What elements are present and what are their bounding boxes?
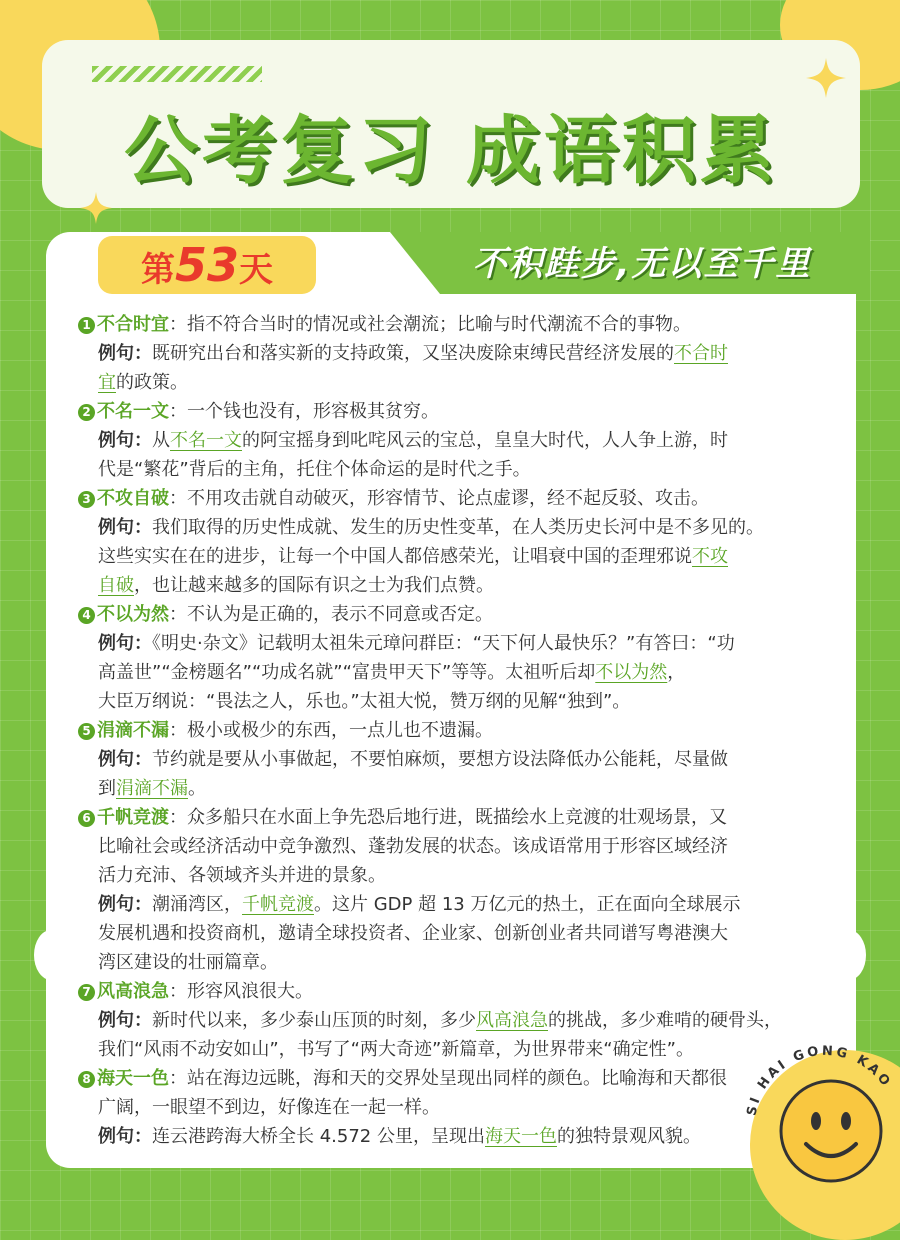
- example-text: 高盖世”“金榜题名”“功成名就”“富贵甲天下”等等。太祖听后却: [98, 662, 596, 683]
- day-prefix: 第: [140, 250, 175, 290]
- example-label: 例句：: [98, 430, 152, 451]
- idiom-definition: ：不认为是正确的，表示不同意或否定。: [169, 604, 493, 625]
- example-label: 例句：: [98, 343, 152, 364]
- number-badge: 7: [78, 984, 95, 1001]
- number-badge: 8: [78, 1071, 95, 1088]
- example-label: 例句：: [98, 633, 152, 654]
- page-title: 公考复习 成语积累: [124, 108, 778, 194]
- idiom-definition: ：众多船只在水面上争先恐后地行进，既描绘水上竞渡的壮观场景，又: [169, 807, 727, 828]
- example-text: 新时代以来，多少泰山压顶的时刻，多少: [152, 1010, 476, 1031]
- idiom-term: 风高浪急: [97, 981, 169, 1002]
- example-text: 的政策。: [116, 372, 188, 393]
- idiom-entry: [78, 397, 818, 484]
- highlighted-idiom: 千帆竞渡: [242, 894, 314, 915]
- idiom-term: 海天一色: [97, 1068, 169, 1089]
- example-text: 节约就是要从小事做起，不要怕麻烦，要想方设法降低办公能耗，尽量做: [152, 749, 728, 770]
- example-text: 发展机遇和投资商机，邀请全球投资者、企业家、创新创业者共同谱写粤港澳大: [98, 923, 728, 944]
- day-suffix: 天: [239, 250, 273, 290]
- example-text: 代是“繁花”背后的主角，托住个体命运的是时代之手。: [98, 459, 531, 480]
- example-label: 例句：: [98, 517, 152, 538]
- highlighted-idiom: 自破: [98, 575, 134, 596]
- idiom-entry: [78, 977, 818, 1064]
- idiom-definition: 广阔，一眼望不到边，好像连在一起一样。: [98, 1097, 440, 1118]
- number-badge: 2: [78, 404, 95, 421]
- idiom-definition: 比喻社会或经济活动中竞争激烈、蓬勃发展的状态。该成语常用于形容区域经济: [98, 836, 728, 857]
- example-text: 《明史·杂文》记载明太祖朱元璋问群臣：“天下何人最快乐？”有答曰：“功: [152, 633, 735, 654]
- number-badge: 5: [78, 723, 95, 740]
- example-text: 大臣万纲说：“畏法之人，乐也。”太祖大悦，赞万纲的见解“独到”。: [98, 691, 631, 712]
- highlighted-idiom: 不以为然: [595, 662, 668, 683]
- sparkle-icon: [806, 58, 846, 98]
- title-card: [42, 40, 860, 208]
- idiom-term: 不名一文: [97, 401, 169, 422]
- idiom-definition: ：不用攻击就自动破灭，形容情节、论点虚谬，经不起反驳、攻击。: [169, 488, 709, 509]
- example-text: 既研究出台和落实新的支持政策，又坚决废除束缚民营经济发展的: [152, 343, 674, 364]
- example-text: 。: [188, 778, 206, 799]
- example-text: 到: [98, 778, 116, 799]
- example-text: ，也让越来越多的国际有识之士为我们点赞。: [134, 575, 494, 596]
- motto-text: 不积跬步,无以至千里: [472, 244, 812, 284]
- idiom-definition: ：形容风浪很大。: [169, 981, 313, 1002]
- example-text: 湾区建设的壮丽篇章。: [98, 952, 278, 973]
- idiom-entry: [78, 803, 818, 977]
- day-badge: [98, 236, 316, 294]
- example-label: 例句：: [98, 1010, 152, 1031]
- example-text: 我们取得的历史性成就、发生的历史性变革，在人类历史长河中是不多见的。: [152, 517, 764, 538]
- decor-bump-right: [832, 930, 866, 980]
- decor-bump-left: [34, 930, 68, 980]
- example-text: ，: [667, 662, 686, 683]
- idiom-definition: ：一个钱也没有，形容极其贫穷。: [169, 401, 439, 422]
- idiom-definition: ：指不符合当时的情况或社会潮流；比喻与时代潮流不合的事物。: [169, 314, 691, 335]
- idiom-entry: [78, 484, 818, 600]
- example-label: 例句：: [98, 1126, 152, 1147]
- sparkle-icon: [80, 192, 112, 224]
- smiley-face-icon: [776, 1076, 886, 1186]
- highlighted-idiom: 风高浪急: [476, 1010, 548, 1031]
- highlighted-idiom: 不名一文: [170, 430, 242, 451]
- idiom-entry: [78, 600, 818, 716]
- number-badge: 4: [78, 607, 95, 624]
- number-badge: 3: [78, 491, 95, 508]
- highlighted-idiom: 不攻: [692, 546, 728, 567]
- highlighted-idiom: 宜: [98, 372, 116, 393]
- example-text: 连云港跨海大桥全长 4.572 公里，呈现出: [152, 1126, 485, 1147]
- example-text: 我们“风雨不动安如山”，书写了“两大奇迹”新篇章，为世界带来“确定性”。: [98, 1039, 694, 1060]
- example-text: 的独特景观风貌。: [556, 1126, 701, 1147]
- logo-ring-text: SI HAI GONG KAO: [744, 1043, 895, 1118]
- idiom-term: 千帆竞渡: [97, 807, 169, 828]
- idiom-term: 不以为然: [97, 604, 169, 625]
- example-label: 例句：: [98, 749, 152, 770]
- example-text: 的阿宝摇身到叱咤风云的宝总，皇皇大时代，人人争上游，时: [242, 430, 728, 451]
- idiom-entry: [78, 1064, 818, 1151]
- idiom-term: 涓滴不漏: [97, 720, 169, 741]
- example-text: 从: [152, 430, 170, 451]
- idiom-term: 不合时宜: [97, 314, 169, 335]
- idiom-entry: [78, 310, 818, 397]
- number-badge: 6: [78, 810, 95, 827]
- idiom-list: [78, 310, 818, 1151]
- number-badge: 1: [78, 317, 95, 334]
- idiom-definition: ：极小或极少的东西，一点儿也不遗漏。: [169, 720, 493, 741]
- example-text: 的挑战，多少难啃的硬骨头，: [548, 1010, 782, 1031]
- idiom-definition: ：站在海边远眺，海和天的交界处呈现出同样的颜色。比喻海和天都很: [169, 1068, 727, 1089]
- example-text: 潮涌湾区，: [152, 894, 242, 915]
- decor-stripes: [92, 66, 262, 82]
- example-text: 这些实实在在的进步，让每一个中国人都倍感荣光，让唱衰中国的歪理邪说: [98, 546, 692, 567]
- highlighted-idiom: 涓滴不漏: [116, 778, 188, 799]
- example-label: 例句：: [98, 894, 152, 915]
- idiom-definition: 活力充沛、各领域齐头并进的景象。: [98, 865, 386, 886]
- idiom-entry: [78, 716, 818, 803]
- idiom-term: 不攻自破: [97, 488, 169, 509]
- day-number: 53: [174, 238, 239, 292]
- highlighted-idiom: 海天一色: [484, 1126, 557, 1147]
- example-text: 。这片 GDP 超 13 万亿元的热土，正在面向全球展示: [314, 894, 741, 915]
- highlighted-idiom: 不合时: [674, 343, 728, 364]
